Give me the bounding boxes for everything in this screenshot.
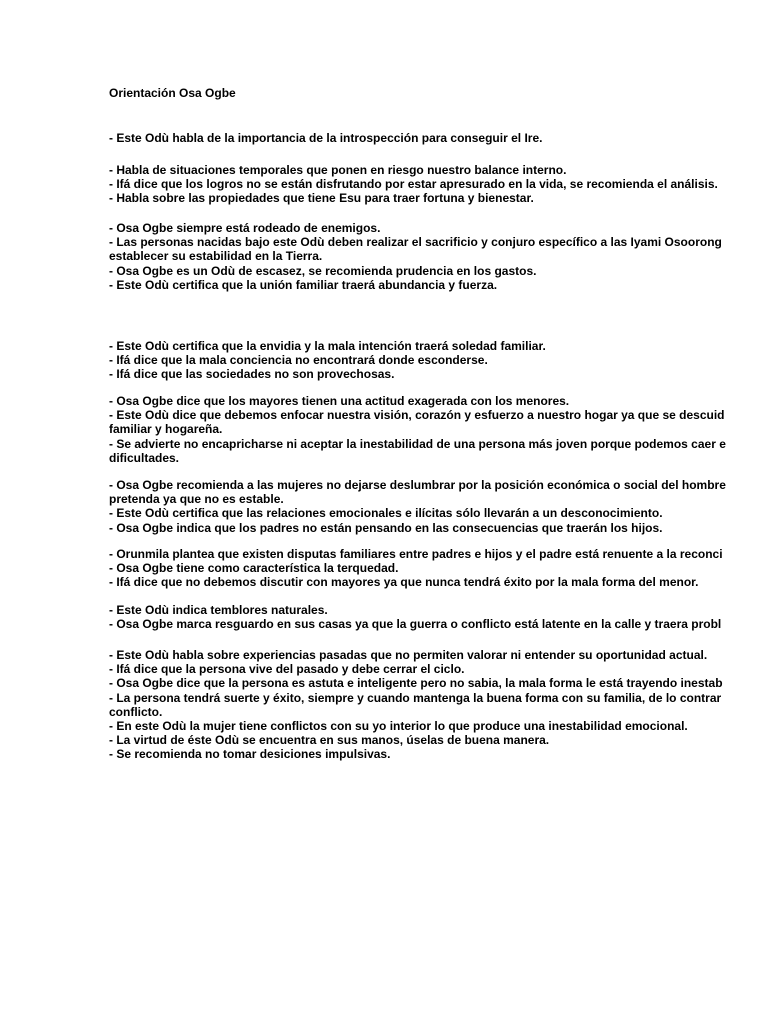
text-line: - Habla sobre las propiedades que tiene Esu para traer fortuna y bienestar. bbox=[109, 191, 534, 206]
text-line: - Osa Ogbe dice que los mayores tienen una actitud exagerada con los menores. bbox=[109, 394, 570, 408]
text-line: - La persona tendrá suerte y éxito, siempre y cuando mantenga la buena forma con su familia, de lo contrar bbox=[109, 690, 722, 705]
text-line: - Osa Ogbe marca resguardo en sus casas ya que la guerra o conflicto está latente en la calle y traera probl bbox=[109, 617, 722, 632]
paragraph bbox=[109, 394, 768, 465]
paragraph bbox=[109, 131, 768, 145]
text-line: - Este Odù certifica que las relaciones emocionales e ilícitas sólo llevarán a un desconocimiento. bbox=[109, 506, 663, 521]
text-line: - Este Odù habla sobre experiencias pasadas que no permiten valorar ni entender su oportunidad actual. bbox=[109, 648, 708, 662]
text-line: - Este Odù certifica que la envidia y la mala intención traerá soledad familiar. bbox=[109, 339, 546, 353]
text-line: - Este Odù dice que debemos enfocar nuestra visión, corazón y esfuerzo a nuestro hogar ya que se descuid bbox=[109, 408, 725, 423]
paragraph bbox=[109, 478, 768, 535]
text-line: dificultades. bbox=[109, 450, 180, 465]
text-line: - Osa Ogbe recomienda a las mujeres no dejarse deslumbrar por la posición económica o social del hombre bbox=[109, 478, 726, 492]
text-line: - Se recomienda no tomar desiciones impulsivas. bbox=[109, 747, 391, 762]
text-line: - Habla de situaciones temporales que ponen en riesgo nuestro balance interno. bbox=[109, 163, 567, 177]
text-line: - Se advierte no encapricharse ni aceptar la inestabilidad de una persona más joven porque podemos caer e bbox=[109, 436, 726, 451]
paragraph bbox=[109, 547, 768, 590]
paragraph bbox=[109, 603, 768, 631]
text-line: - Osa Ogbe indica que los padres no están pensando en las consecuencias que traerán los hijos. bbox=[109, 520, 663, 535]
text-line: - Osa Ogbe tiene como característica la terquedad. bbox=[109, 561, 399, 576]
text-line: - Osa Ogbe dice que la persona es astuta e inteligente pero no sabia, la mala forma le está trayendo inestab bbox=[109, 676, 723, 691]
text-line: - En este Odù la mujer tiene conflictos con su yo interior lo que produce una inestabilidad emocional. bbox=[109, 719, 688, 734]
text-line: - Ifá dice que los logros no se están disfrutando por estar apresurado en la vida, se recomienda el análisis. bbox=[109, 177, 718, 192]
text-line: - Osa Ogbe es un Odù de escasez, se recomienda prudencia en los gastos. bbox=[109, 263, 537, 278]
paragraph bbox=[109, 221, 768, 292]
text-line: - Ifá dice que la persona vive del pasado y debe cerrar el ciclo. bbox=[109, 662, 465, 677]
text-line: - Este Odù indica temblores naturales. bbox=[109, 603, 328, 617]
text-line: familiar y hogareña. bbox=[109, 422, 223, 437]
text-line: - Este Odù certifica que la unión familiar traerá abundancia y fuerza. bbox=[109, 277, 498, 292]
paragraph bbox=[109, 648, 768, 762]
text-line: - La virtud de éste Odù se encuentra en sus manos, úselas de buena manera. bbox=[109, 733, 550, 748]
text-line: establecer su estabilidad en la Tierra. bbox=[109, 249, 323, 264]
paragraph bbox=[109, 163, 768, 206]
text-line: - Osa Ogbe siempre está rodeado de enemigos. bbox=[109, 221, 381, 235]
paragraph bbox=[109, 339, 768, 382]
text-line: - Este Odù habla de la importancia de la introspección para conseguir el Ire. bbox=[109, 131, 543, 145]
text-line: - Orunmila plantea que existen disputas familiares entre padres e hijos y el padre está renuente a la reconci bbox=[109, 547, 723, 561]
text-line: - Ifá dice que no debemos discutir con mayores ya que nunca tendrá éxito por la mala forma del menor. bbox=[109, 575, 699, 590]
text-line: - Las personas nacidas bajo este Odù deben realizar el sacrificio y conjuro específico a las Iyami Osoorong bbox=[109, 235, 722, 250]
document-title: Orientación Osa Ogbe bbox=[109, 86, 236, 100]
text-line: - Ifá dice que las sociedades no son provechosas. bbox=[109, 367, 395, 382]
text-line: pretenda ya que no es estable. bbox=[109, 492, 284, 507]
text-line: conflicto. bbox=[109, 704, 163, 719]
text-line: - Ifá dice que la mala conciencia no encontrará donde esconderse. bbox=[109, 353, 488, 368]
